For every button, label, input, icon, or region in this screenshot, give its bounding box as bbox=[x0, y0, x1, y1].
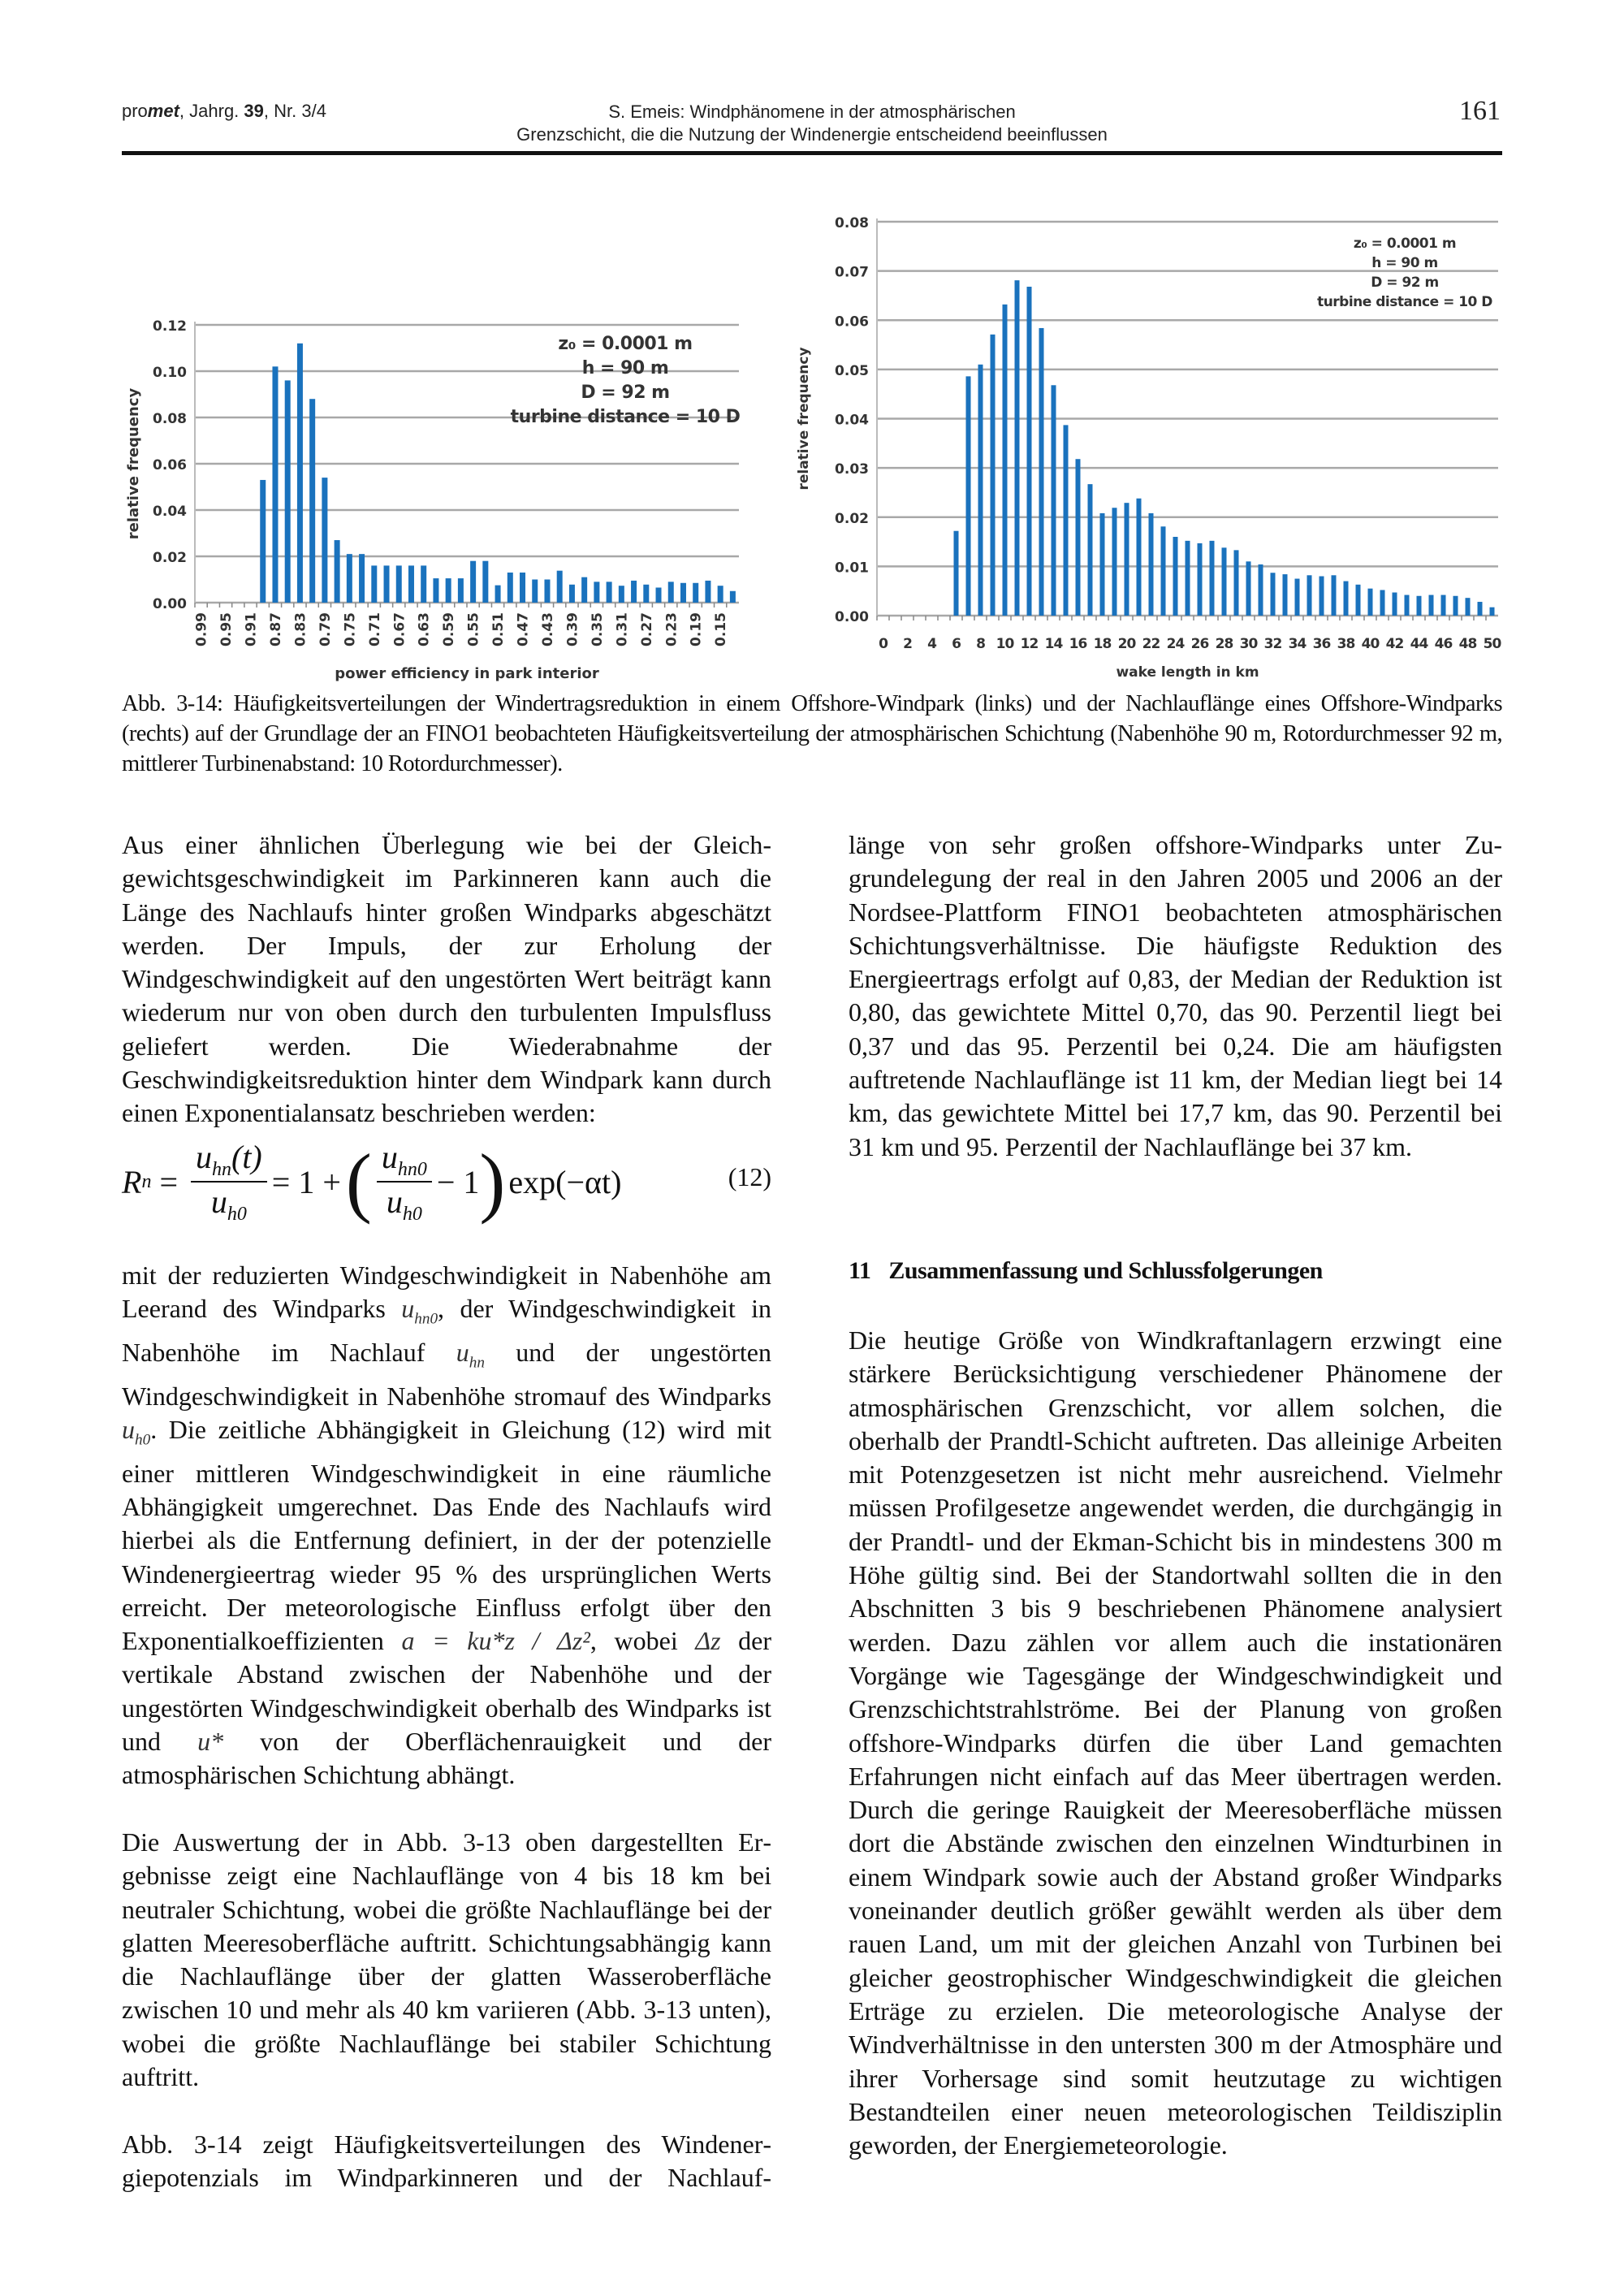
math-var: u* bbox=[197, 1727, 224, 1757]
journal-name-pro: pro bbox=[122, 101, 148, 121]
eq-frac1-den-sub: h0 bbox=[227, 1204, 247, 1225]
svg-text:0.31: 0.31 bbox=[614, 612, 631, 646]
svg-text:0.63: 0.63 bbox=[416, 612, 433, 646]
text-run: . Die zeitliche Abhängigkeit in Gleichung (12) wird mit einer mittleren Windgeschwindigkeit in eine räumliche Abhängigkeit umgerechnet. Das Ende des Nachlaufs wird hierbei als die Entfernung definiert, in der der potenzielle Windenergieertrag wieder 95 % des ursprünglichen Werts erreicht. Der meteorologische Einfluss erfolgt über den Exponentialkoeffizienten bbox=[122, 1414, 771, 1656]
svg-text:2: 2 bbox=[903, 636, 912, 652]
svg-text:26: 26 bbox=[1190, 636, 1209, 652]
svg-text:22: 22 bbox=[1142, 636, 1160, 652]
eq-lhs: R bbox=[122, 1163, 142, 1200]
chart-power-efficiency-plot bbox=[122, 301, 763, 682]
math-formula: a = ku*z / Δz² bbox=[401, 1626, 590, 1656]
svg-text:z₀ = 0.0001 m: z₀ = 0.0001 m bbox=[558, 334, 693, 354]
left-paragraph-2 bbox=[122, 1259, 771, 1792]
svg-text:D = 92 m: D = 92 m bbox=[1371, 275, 1439, 291]
issue-label: , Nr. 3/4 bbox=[263, 101, 326, 121]
eq-frac1-den: u bbox=[210, 1183, 227, 1220]
svg-text:0.08: 0.08 bbox=[153, 411, 187, 427]
journal-reference bbox=[122, 101, 326, 122]
paragraph-text: Die Auswertung der in Abb. 3-13 oben dargestellten Ergebnisse zeigt eine Nachlauflänge von 4 bis 18 km bei neutraler Schichtung, wobei die größte Nachlauflänge bei der glatten Meeresoberfläche auftritt. Schichtungsabhängig kann die Nachlauflänge über der glatten Wasseroberfläche zwischen 10 und mehr als 40 km variieren (Abb. 3-13 unten), wobei die größte Nachlauflänge bei stabiler Schichtung auftritt. bbox=[122, 1827, 771, 2092]
eq-frac1-arg: (t) bbox=[231, 1139, 262, 1175]
svg-text:18: 18 bbox=[1093, 636, 1112, 652]
svg-text:turbine distance = 10 D: turbine distance = 10 D bbox=[1317, 294, 1492, 310]
volume-number: 39 bbox=[244, 101, 264, 121]
svg-text:32: 32 bbox=[1263, 636, 1282, 652]
eq-frac2-den: u bbox=[386, 1183, 403, 1220]
volume-label: , Jahrg. bbox=[179, 101, 244, 121]
svg-text:0.07: 0.07 bbox=[835, 264, 869, 281]
paragraph-text: länge von sehr großen offshore-Windparks unter Zugrundelegung der real in den Jahren 2005 und 2006 an der Nordsee-Plattform FINO1 beobachteten atmosphärischen Schichtungsverhältnisse. Die häufigste Reduktion des Energieertrags erfolgt auf 0,83, der Median der Reduktion ist 0,80, das gewichtete Mittel 0,70, das 90. Perzentil liegt bei 0,37 und das 95. Perzentil bei 0,24. Die am häufigsten auftretende Nachlauflänge ist 11 km, der Median liegt bei 14 km, das gewichtete Mittel bei 17,7 km, das 90. Perzentil bei 31 km und 95. Perzentil der Nachlauflänge bei 37 km. bbox=[849, 830, 1502, 1161]
text-run: von der Oberflächenrauigkeit und der atmosphärischen Schichtung abhängt. bbox=[122, 1727, 772, 1790]
svg-text:28: 28 bbox=[1215, 636, 1233, 652]
svg-text:0.71: 0.71 bbox=[366, 612, 383, 646]
svg-text:0.04: 0.04 bbox=[153, 504, 187, 520]
text-run: , der Windgeschwindigkeit in Nabenhöhe im Nachlauf bbox=[122, 1294, 772, 1367]
text-run: und der ungestörten Windgeschwindigkeit in Nabenhöhe stromauf des Windparks bbox=[122, 1337, 772, 1411]
svg-text:0.87: 0.87 bbox=[267, 612, 284, 646]
running-title bbox=[455, 101, 1169, 146]
math-var: u bbox=[456, 1337, 469, 1367]
svg-text:30: 30 bbox=[1239, 636, 1258, 652]
svg-text:D = 92 m: D = 92 m bbox=[581, 383, 670, 403]
equation-number: (12) bbox=[728, 1162, 771, 1191]
svg-text:0.06: 0.06 bbox=[153, 457, 187, 473]
eq-exp: exp(−αt) bbox=[508, 1163, 622, 1200]
svg-text:z₀ = 0.0001 m: z₀ = 0.0001 m bbox=[1353, 236, 1457, 252]
math-var: u bbox=[122, 1414, 135, 1444]
eq-tail: − 1 bbox=[436, 1163, 480, 1200]
right-paragraph-1 bbox=[849, 828, 1502, 1164]
svg-text:0.55: 0.55 bbox=[465, 612, 482, 646]
eq-fraction-2 bbox=[377, 1138, 432, 1226]
eq-frac2-den-sub: h0 bbox=[402, 1204, 422, 1225]
eq-frac2-num: u bbox=[381, 1139, 398, 1175]
svg-text:0.10: 0.10 bbox=[153, 365, 187, 381]
figure-caption: Abb. 3-14: Häufigkeitsverteilungen der Windertragsreduktion in einem Offshore-Windpark (links) und der Nachlauflänge eines Offshore-Windparks (rechts) auf der Grundlage der an FINO1 beobachteten Häufigkeitsverteilung der atmosphärischen Schichtung (Nabenhöhe 90 m, Rotordurchmesser 92 m, mittlerer Turbinenabstand: 10 Rotordurchmesser). bbox=[122, 691, 1502, 776]
svg-text:12: 12 bbox=[1020, 636, 1039, 652]
svg-text:48: 48 bbox=[1458, 636, 1477, 652]
svg-text:h = 90 m: h = 90 m bbox=[581, 358, 669, 378]
svg-text:42: 42 bbox=[1385, 636, 1404, 652]
math-sub: h0 bbox=[135, 1431, 151, 1449]
svg-text:0.79: 0.79 bbox=[317, 612, 334, 646]
svg-text:0.75: 0.75 bbox=[342, 612, 359, 646]
svg-text:0.04: 0.04 bbox=[835, 412, 869, 429]
svg-text:0.43: 0.43 bbox=[539, 612, 556, 646]
text-run: der vertikale Abstand zwischen der Nabenhöhe und der ungestörten Windgeschwindigkeit oberhalb des Windparks ist und bbox=[122, 1626, 772, 1757]
text-run: , wobei bbox=[590, 1626, 696, 1656]
svg-text:0.15: 0.15 bbox=[713, 612, 730, 646]
text-run: mit der reduzierten Windgeschwindigkeit in Nabenhöhe am Leerand des Windparks bbox=[122, 1260, 771, 1324]
section-title: Zusammenfassung und Schlussfolgerungen bbox=[888, 1257, 1323, 1284]
svg-text:50: 50 bbox=[1483, 636, 1501, 652]
svg-text:0.27: 0.27 bbox=[638, 612, 655, 646]
svg-text:0.83: 0.83 bbox=[292, 612, 309, 646]
svg-text:0.95: 0.95 bbox=[218, 612, 235, 646]
svg-text:h = 90 m: h = 90 m bbox=[1371, 255, 1438, 271]
svg-text:34: 34 bbox=[1288, 636, 1307, 652]
eq-fraction-1 bbox=[191, 1138, 267, 1226]
paragraph-text: Aus einer ähnlichen Überlegung wie bei der Gleichgewichtsgeschwindigkeit im Parkinneren kann auch die Länge des Nachlaufs hinter großen Windparks abgeschätzt werden. Der Impuls, der zur Erholung der Windgeschwindigkeit auf den ungestörten Wert beiträgt kann wiederum nur von oben durch den turbulenten Impulsfluss geliefert werden. Die Wiederabnahme der Geschwindigkeitsreduktion hinter dem Windpark kann durch einen Exponentialansatz beschrieben werden: bbox=[122, 830, 771, 1128]
running-title-line1: S. Emeis: Windphänomene in der atmosphärischen bbox=[608, 102, 1016, 122]
svg-text:0.59: 0.59 bbox=[441, 612, 458, 646]
svg-text:0.02: 0.02 bbox=[153, 550, 187, 566]
svg-text:0.39: 0.39 bbox=[564, 612, 581, 646]
left-paragraph-4 bbox=[122, 2128, 771, 2195]
svg-text:0.03: 0.03 bbox=[835, 461, 869, 478]
svg-text:0.51: 0.51 bbox=[490, 612, 508, 646]
right-paragraph-2 bbox=[849, 1324, 1502, 2162]
svg-text:38: 38 bbox=[1337, 636, 1355, 652]
svg-text:0.35: 0.35 bbox=[589, 612, 606, 646]
svg-text:power efficiency in park inter: power efficiency in park interior bbox=[335, 665, 599, 682]
svg-text:relative frequency: relative frequency bbox=[796, 347, 812, 491]
chart-wake-length-plot bbox=[792, 207, 1506, 682]
paragraph-text: Abb. 3-14 zeigt Häufigkeitsverteilungen des Windenergiepotenzials im Windparkinneren und der Nachlauf- bbox=[122, 2130, 771, 2193]
svg-text:20: 20 bbox=[1117, 636, 1136, 652]
section-heading bbox=[849, 1257, 1323, 1285]
svg-text:14: 14 bbox=[1044, 636, 1063, 652]
svg-text:0.19: 0.19 bbox=[688, 612, 705, 646]
math-sub: hn bbox=[469, 1354, 485, 1372]
paragraph-text: Die heutige Größe von Windkraftanlagern erzwingt eine stärkere Berücksichtigung verschiedener Phänomene der atmosphärischen Grenzschicht, vor allem solchen, die oberhalb der Prandtl-Schicht auftreten. Das alleinige Arbeiten mit Potenzgesetzen ist nicht mehr ausreichend. Vielmehr müssen Profilgesetze angewendet werden, die durchgängig in der Prandtl- und der Ekman-Schicht bis in mindestens 300 m Höhe gültig sind. Bei der Standortwahl sollten die in den Abschnitten 3 bis 9 beschriebenen Phänomene analysiert werden. Dazu zählen vor allem auch die instationären Vorgänge wie Tagesgänge der Windgeschwindigkeit und Grenzschichtstrahlströme. Bei der Planung von großen offshore-Windparks dürfen die über Land gemachten Erfahrungen nicht einfach auf das Meer übertragen werden. Durch die geringe Rauigkeit der Meeresoberfläche müssen dort die Abstände zwischen den einzelnen Windturbinen in einem Windpark sowie auch der Abstand großer Windparks voneinander deutlich größer gewählt werden als über dem rauen Land, um mit der gleichen Anzahl von Turbinen bei gleicher geostrophischer Windgeschwindigkeit die gleichen Erträge zu erzielen. Die meteorologische Analyse der Windverhältnisse in den untersten 300 m der Atmosphäre und ihrer Vorhersage sind somit heutzutage zu wichtigen Bestandteilen einer neuen meteorologischen Teildisziplin geworden, der Energiemeteorologie. bbox=[849, 1325, 1502, 2160]
header-rule bbox=[122, 151, 1502, 155]
svg-text:wake length in km: wake length in km bbox=[1116, 664, 1259, 681]
eq-mid: = 1 + bbox=[271, 1163, 341, 1200]
svg-text:6: 6 bbox=[952, 636, 961, 652]
svg-text:36: 36 bbox=[1312, 636, 1331, 652]
svg-text:0.02: 0.02 bbox=[835, 510, 869, 527]
eq-frac1-num: u bbox=[196, 1139, 212, 1175]
running-title-line2: Grenzschicht, die die Nutzung der Windenergie entscheidend beeinflussen bbox=[516, 124, 1108, 145]
svg-text:turbine distance = 10 D: turbine distance = 10 D bbox=[510, 407, 741, 427]
math-sub: hn0 bbox=[414, 1310, 438, 1328]
svg-text:0.47: 0.47 bbox=[515, 612, 532, 646]
journal-name-met: met bbox=[147, 101, 179, 121]
svg-text:24: 24 bbox=[1166, 636, 1185, 652]
left-paragraph-3 bbox=[122, 1826, 771, 2094]
math-var: u bbox=[401, 1294, 415, 1324]
svg-text:46: 46 bbox=[1434, 636, 1453, 652]
svg-text:0.01: 0.01 bbox=[835, 560, 869, 577]
svg-text:0.23: 0.23 bbox=[663, 612, 680, 646]
svg-text:0.67: 0.67 bbox=[391, 612, 408, 646]
svg-text:0.91: 0.91 bbox=[243, 612, 260, 646]
chart-power-efficiency bbox=[122, 301, 763, 682]
svg-text:44: 44 bbox=[1410, 636, 1428, 652]
eq-frac2-num-sub: hn0 bbox=[397, 1159, 427, 1180]
svg-text:4: 4 bbox=[927, 636, 936, 652]
equation-12: R n = $\frac{u_{hn}(t)}{u_{h0}}$ = 1 + ( $\frac{u_{hn0}}{u_{h0}}$ − 1 ) exp(−αt) (12) bbox=[122, 1138, 771, 1225]
svg-text:16: 16 bbox=[1069, 636, 1087, 652]
svg-text:0.08: 0.08 bbox=[835, 215, 869, 231]
section-number: 11 bbox=[849, 1257, 871, 1284]
chart-wake-length bbox=[792, 207, 1506, 682]
svg-text:0.99: 0.99 bbox=[193, 612, 210, 646]
svg-text:0.05: 0.05 bbox=[835, 362, 869, 379]
eq-frac1-num-sub: hn bbox=[212, 1159, 231, 1180]
eq-lhs-sub: n bbox=[141, 1170, 152, 1192]
svg-text:10: 10 bbox=[996, 636, 1014, 652]
svg-text:0.00: 0.00 bbox=[835, 609, 869, 625]
svg-text:40: 40 bbox=[1361, 636, 1380, 652]
svg-text:0.00: 0.00 bbox=[153, 596, 187, 612]
math-var: Δz bbox=[695, 1626, 721, 1656]
svg-text:0.06: 0.06 bbox=[835, 313, 869, 331]
svg-text:8: 8 bbox=[976, 636, 985, 652]
left-paragraph-1 bbox=[122, 828, 771, 1131]
svg-text:0: 0 bbox=[879, 636, 888, 652]
page-number: 161 bbox=[1459, 96, 1501, 126]
svg-text:0.12: 0.12 bbox=[153, 318, 187, 335]
svg-text:relative frequency: relative frequency bbox=[125, 387, 142, 540]
